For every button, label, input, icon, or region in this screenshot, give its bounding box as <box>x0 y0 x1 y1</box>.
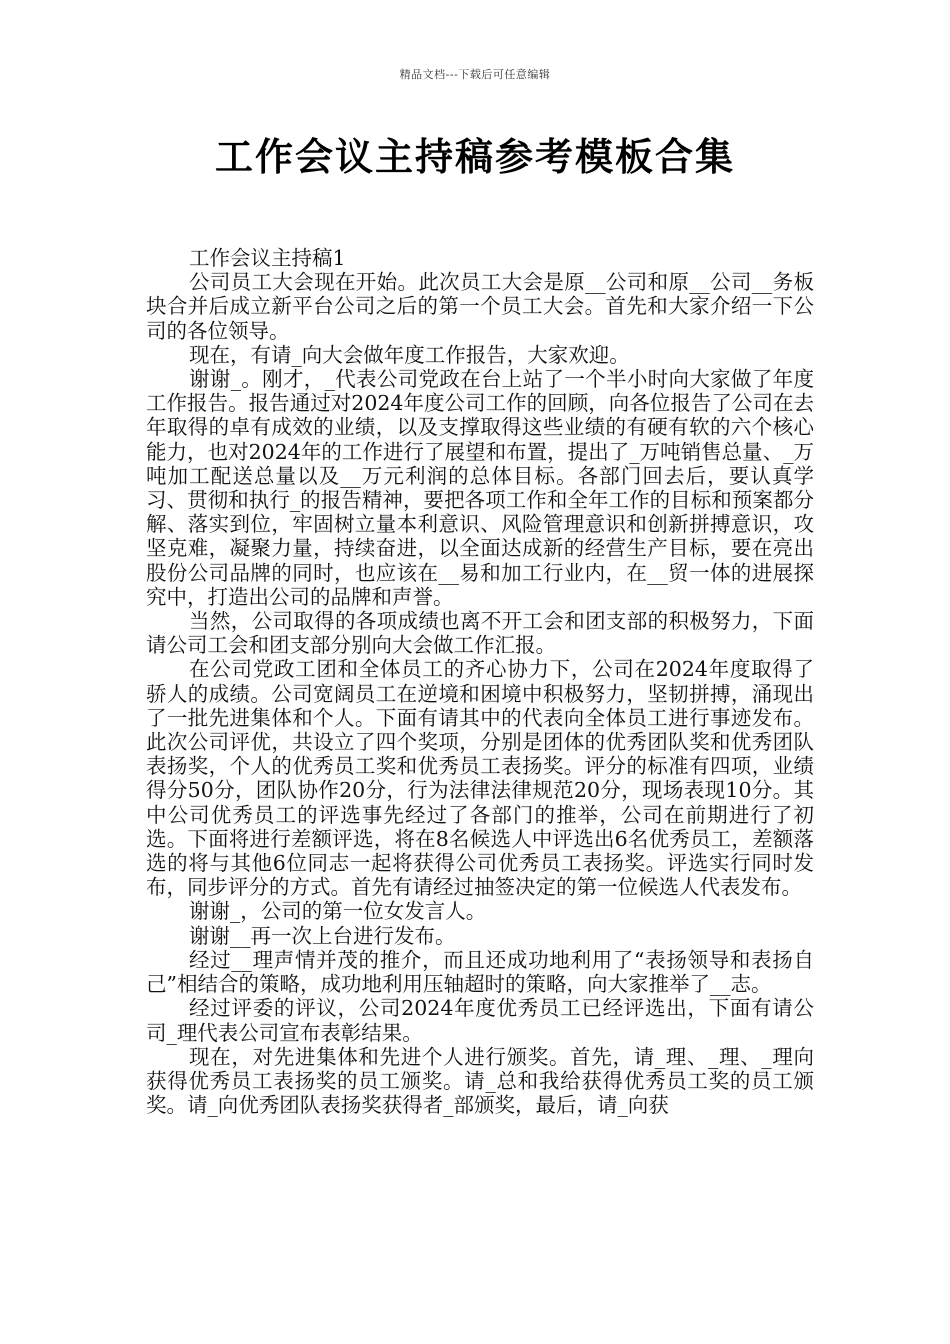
document-title: 工作会议主持稿参考模板合集 <box>214 134 735 179</box>
paragraph: 当然，公司取得的各项成绩也离不开工会和团支部的积极努力，下面请公司工会和团支部分别向大会做工作汇报。 <box>146 609 814 658</box>
paragraph: 现在，有请_向大会做年度工作报告，大家欢迎。 <box>189 342 630 367</box>
section-heading: 工作会议主持稿1 <box>189 246 346 270</box>
paragraph: 经过__理声情并茂的推介，而且还成功地利用了“表扬领导和表扬自己”相结合的策略，成功地利用压轴超时的策略，向大家推举了__志。 <box>146 947 814 997</box>
document-body <box>146 246 814 1117</box>
paragraph: 谢谢_。刚才，_代表公司党政在台上站了一个半小时向大家做了年度工作报告。报告通过对2024年度公司工作的回顾，向各位报告了公司在去年取得的卓有成效的业绩，以及支撑取得这些业绩的有硬有软的六个核心能力，也对2024年的工作进行了展望和布置，提出了_万吨销售总量、_万吨加工配送总量以及__万元利润的总体目标。各部门回去后，要认真学习、贯彻和执行_的报告精神，要把各项工作和全年工作的目标和预案都分解、落实到位，牢固树立量本利意识、风险管理意识和创新拼搏意识，攻坚克难，凝聚力量，持续奋进，以全面达成新的经营生产目标，要在亮出股份公司品牌的同时，也应该在__易和加工行业内，在__贸一体的进展探究中，打造出公司的品牌和声誉。 <box>146 367 814 609</box>
paragraph: 在公司党政工团和全体员工的齐心协力下，公司在2024年度取得了骄人的成绩。公司宽阔员工在逆境和困境中积极努力，坚韧拼搏，涌现出了一批先进集体和个人。下面有请其中的代表向全体员工进行事迹发布。此次公司评优，共设立了四个奖项，分别是团体的优秀团队奖和优秀团队表扬奖，个人的优秀员工奖和优秀员工表扬奖。评分的标准有四项，业绩得分50分，团队协作20分，行为法律法律规范20分，现场表现10分。其中公司优秀员工的评选事先经过了各部门的推举，公司在前期进行了初选。下面将进行差额评选，将在8名候选人中评选出6名优秀员工，差额落选的将与其他6位同志一起将获得公司优秀员工表扬奖。评选实行同时发布，同步评分的方式。首先有请经过抽签决定的第一位候选人代表发布。 <box>146 657 814 900</box>
page-header-note: 精品文档---下载后可任意编辑 <box>399 68 551 81</box>
paragraph: 经过评委的评议，公司2024年度优秀员工已经评选出，下面有请公司_理代表公司宣布表彰结果。 <box>146 996 814 1045</box>
paragraph: 谢谢_，公司的第一位女发言人。 <box>189 899 487 924</box>
paragraph: 现在，对先进集体和先进个人进行颁奖。首先，请_理、_理、_理向获得优秀员工表扬奖的员工颁奖。请_总和我给获得优秀员工奖的员工颁奖。请_向优秀团队表扬奖获得者_部颁奖，最后，请_向获 <box>146 1044 814 1118</box>
paragraph: 公司员工大会现在开始。此次员工大会是原__公司和原__公司__务板块合并后成立新平台公司之后的第一个员工大会。首先和大家介绍一下公司的各位领导。 <box>146 270 814 343</box>
paragraph: 谢谢__再一次上台进行发布。 <box>189 923 456 948</box>
